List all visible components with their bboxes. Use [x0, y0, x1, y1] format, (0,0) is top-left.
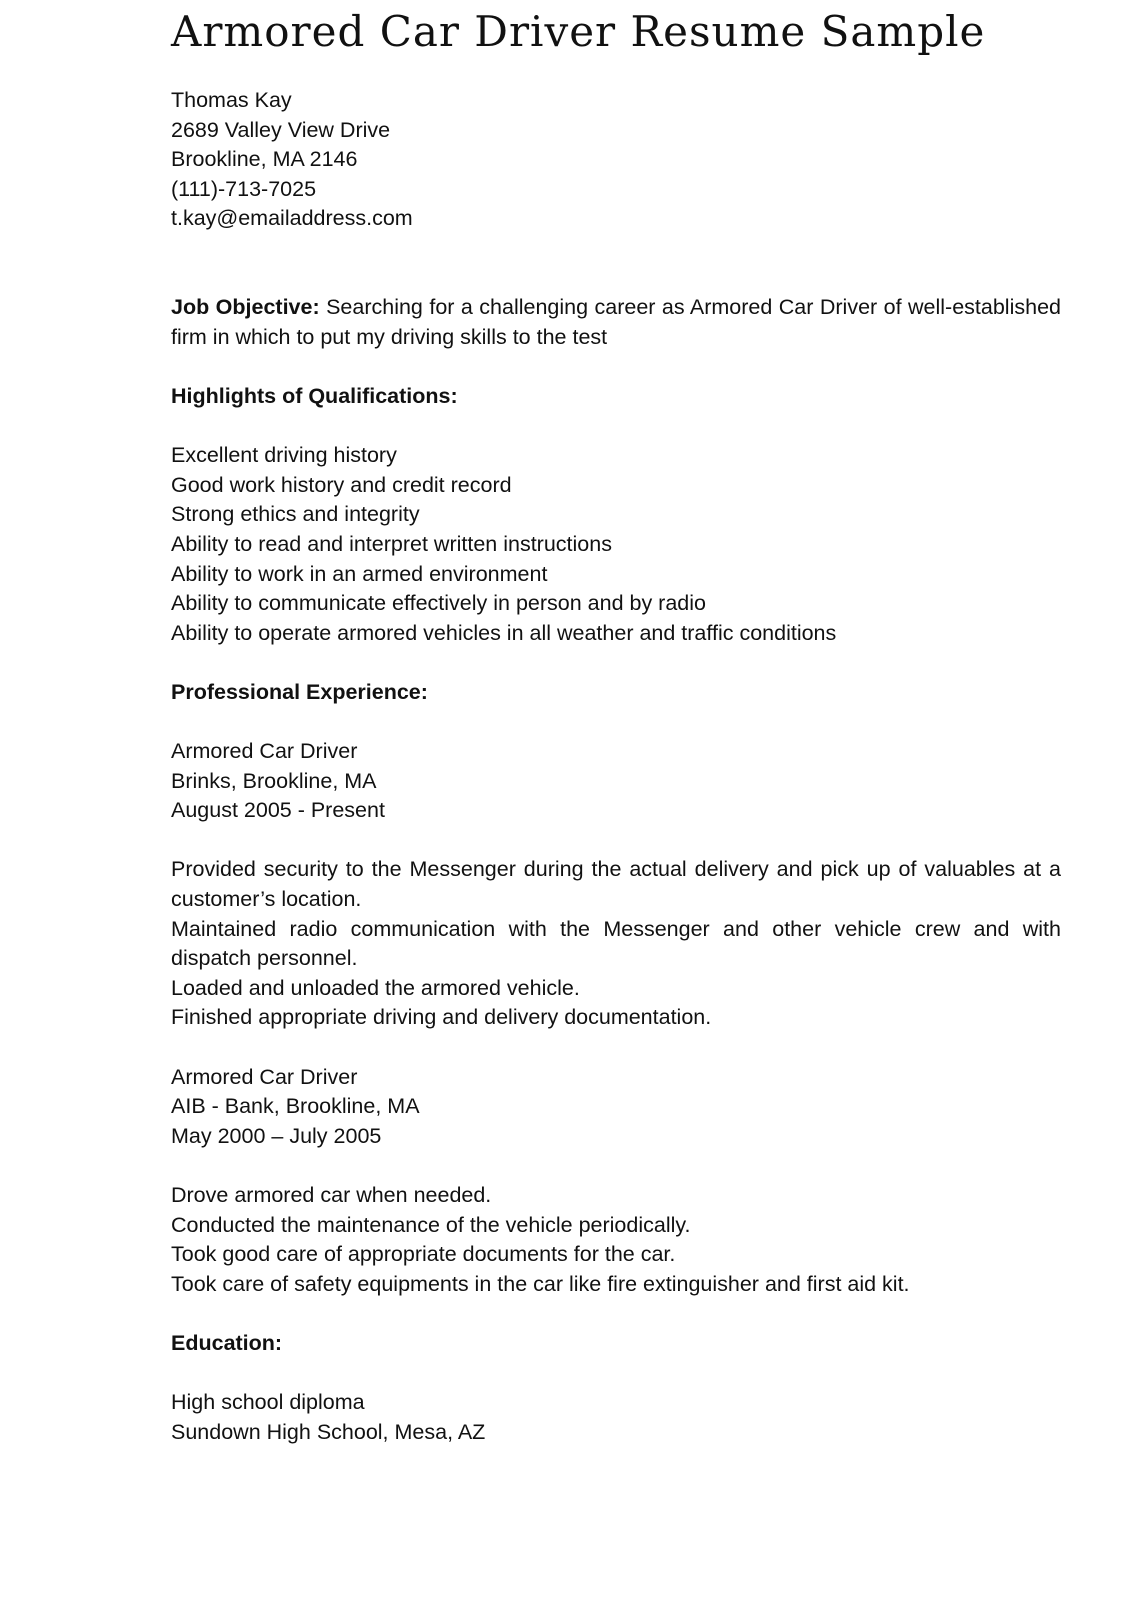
job-title: Armored Car Driver [171, 1064, 358, 1089]
qualifications-list [171, 441, 1061, 648]
list-item: Ability to work in an armed environment [171, 561, 548, 586]
job-duty: Took good care of appropriate documents for the car. [171, 1242, 676, 1267]
job-entry-aib-bank [171, 1063, 1061, 1300]
education-school: Sundown High School, Mesa, AZ [171, 1419, 486, 1444]
education-degree: High school diploma [171, 1390, 365, 1415]
list-item: Strong ethics and integrity [171, 502, 420, 527]
education-heading: Education: [171, 1330, 283, 1355]
list-item: Ability to operate armored vehicles in all weather and traffic conditions [171, 620, 837, 645]
job-objective-label: Job Objective: [171, 295, 320, 320]
resume-body [171, 86, 1061, 1447]
list-item: Ability to communicate effectively in person and by radio [171, 591, 706, 616]
job-duty: Conducted the maintenance of the vehicle periodically. [171, 1212, 691, 1237]
contact-phone: (111)-713-7025 [171, 176, 317, 201]
contact-name: Thomas Kay [171, 88, 292, 112]
experience-heading: Professional Experience: [171, 679, 428, 704]
qualifications-heading: Highlights of Qualifications: [171, 383, 458, 408]
contact-email: t.kay@emailaddress.com [171, 206, 413, 231]
contact-street: 2689 Valley View Drive [171, 117, 391, 142]
list-item: Ability to read and interpret written instructions [171, 531, 612, 556]
job-employer: Brinks, Brookline, MA [171, 768, 377, 793]
job-objective-text: Searching for a challenging career as Armored Car Driver of well-established firm in which to put my driving skills to the test [171, 295, 1061, 349]
list-item: Good work history and credit record [171, 472, 512, 497]
job-title: Armored Car Driver [171, 739, 358, 764]
job-entry-brinks [171, 737, 1061, 1033]
job-duty: Loaded and unloaded the armored vehicle. [171, 975, 580, 1000]
job-duty: Maintained radio communication with the Messenger and other vehicle crew and with dispatch personnel. [171, 916, 1061, 971]
job-dates: August 2005 - Present [171, 798, 385, 823]
list-item: Excellent driving history [171, 443, 397, 468]
job-dates: May 2000 – July 2005 [171, 1123, 382, 1148]
job-duty: Finished appropriate driving and delivery documentation. [171, 1005, 712, 1030]
resume-title: Armored Car Driver Resume Sample [171, 7, 986, 56]
job-duty: Drove armored car when needed. [171, 1182, 492, 1207]
contact-block [171, 86, 1061, 234]
job-duty: Took care of safety equipments in the car like fire extinguisher and first aid kit. [171, 1271, 910, 1296]
contact-city: Brookline, MA 2146 [171, 147, 358, 172]
job-objective [171, 293, 1061, 352]
job-employer: AIB - Bank, Brookline, MA [171, 1094, 420, 1119]
job-duty: Provided security to the Messenger during the actual delivery and pick up of valuables at a customer’s location. [171, 857, 1061, 912]
